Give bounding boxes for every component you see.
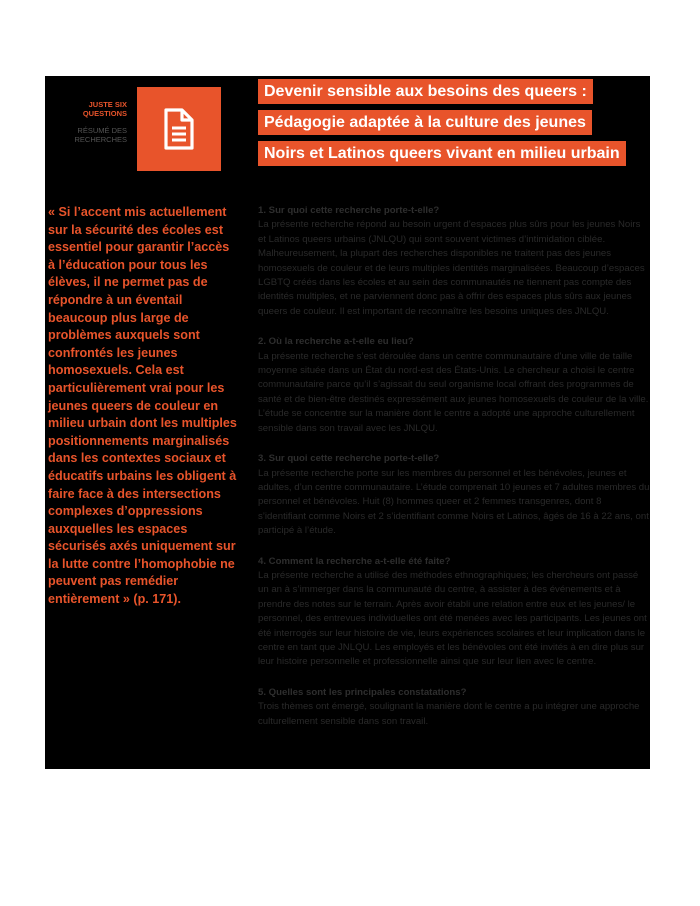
section-answer: La présente recherche a utilisé des méthodes ethnographiques; les chercheurs ont passé un an à s’immerger dans la communauté du centre, à assister à des événements et à prendre des notes sur le terrain. Après avoir établi une relation entre eux et les jeunes/ le personnel, des entrevues individuelles ont été menées avec les participants. Les jeunes ont été interrogés sur leur histoire de vie, leurs expériences scolaires et leur implication dans le centre en tant que JNLQU. Les employés et les bénévoles ont été invités à en dire plus sur leur histoire personnelle et professionnelle ainsi que sur leur lien avec le centre.	[258, 569, 647, 668]
page-title	[258, 79, 626, 172]
series-label	[55, 100, 127, 144]
qa-section	[258, 686, 650, 729]
series-subtitle-line-1: RÉSUMÉ DES	[77, 126, 127, 135]
document-icon-tile	[137, 87, 221, 171]
series-title-line-1: JUSTE SIX	[88, 100, 127, 109]
section-answer: Trois thèmes ont émergé, soulignant la manière dont le centre a pu intégrer une approche culturellement sensible dans son travail.	[258, 701, 640, 727]
section-answer: La présente recherche répond au besoin urgent d’espaces plus sûrs pour les jeunes Noirs et Latinos queers urbains (JNLQU) qui sont souvent victimes d’intimidation ciblée. Malheureusement, la plupart des recherches disponibles ne traitent pas des jeunes homosexuels de couleur et de leurs multiples identités marginalisées. Beaucoup d’espaces LGBTQ créés dans les écoles et au sein des communautés ne tiennent pas compte des identités multiples, et ne parviennent donc pas à offrir des espaces plus sûrs aux jeunes queers de couleur. Il est important de reconnaître les besoins uniques des JNLQU.	[258, 219, 645, 317]
title-line-2: Pédagogie adaptée à la culture des jeunes	[258, 110, 592, 135]
qa-section	[258, 555, 650, 670]
qa-section	[258, 204, 650, 319]
section-question: 5. Quelles sont les principales constatations?	[258, 686, 467, 698]
title-line-1: Devenir sensible aux besoins des queers :	[258, 79, 593, 104]
section-answer: La présente recherche porte sur les membres du personnel et les bénévoles, jeunes et adultes, d’un centre communautaire. L’étude comprenait 10 jeunes et 7 adultes membres du personnel et bénévoles. Huit (8) hommes queer et 2 femmes transgenres, dont 8 s’identifiant comme Noirs et 2 s’identifiant comme Noirs et Latinos, âgés de 16 à 22 ans, ont participé à l’étude.	[258, 467, 650, 537]
series-subtitle-line-2: RECHERCHES	[74, 135, 127, 144]
section-question: 1. Sur quoi cette recherche porte-t-elle?	[258, 205, 440, 216]
section-question: 2. Où la recherche a-t-elle eu lieu?	[258, 336, 414, 348]
section-answer: La présente recherche s’est déroulée dans un centre communautaire d’une ville de taille moyenne située dans un État du nord-est des États-Unis. Le chercheur a choisi le centre communautaire parce qu’il s’agissait du seul organisme local offrant des programmes de santé et de bien-être destinés expressément aux jeunes homosexuels de couleur de la ville. L’étude se concentre sur la manière dont le centre a adopté une approche culturellement sensible dans son travail avec les JNLQU.	[258, 350, 649, 434]
pull-quote: « Si l’accent mis actuellement sur la sécurité des écoles est essentiel pour garantir l’accès à l’éducation pour tous les élèves, il ne permet pas de répondre à un éventail beaucoup plus large de problèmes auxquels sont confrontés les jeunes homosexuels. Cela est particulièrement vrai pour les jeunes queers de couleur en milieu urbain dont les multiples positionnements marginalisés dans les contextes sociaux et éducatifs urbains les obligent à faire face à des intersections complexes d’oppressions auxquelles les espaces sécurisés axés uniquement sur la lutte contre l’homophobie ne peuvent pas remédier entièrement » (p. 171).	[48, 205, 237, 607]
document-icon	[163, 107, 195, 151]
section-question: 3. Sur quoi cette recherche porte-t-elle?	[258, 453, 440, 465]
title-line-3: Noirs et Latinos queers vivant en milieu urbain	[258, 141, 626, 166]
qa-section	[258, 335, 650, 436]
section-question: 4. Comment la recherche a-t-elle été faite?	[258, 555, 451, 567]
qa-section	[258, 452, 650, 538]
qa-sections	[258, 204, 650, 745]
series-title-line-2: QUESTIONS	[82, 109, 127, 118]
